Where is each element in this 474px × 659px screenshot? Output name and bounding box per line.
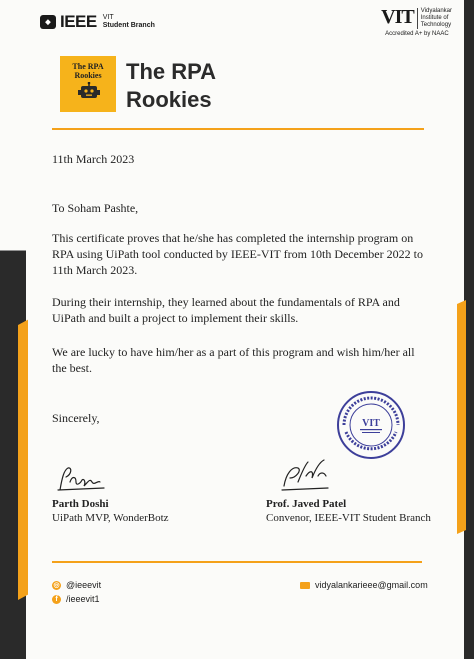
footer-email: vidyalankarieee@gmail.com bbox=[300, 580, 428, 590]
vit-institute-name: Vidyalankar Institute of Technology bbox=[417, 8, 452, 29]
ieee-diamond-icon: ◆ bbox=[40, 15, 56, 29]
recipient-salutation: To Soham Pashte, bbox=[52, 201, 139, 215]
certificate-paragraph-3: We are lucky to have him/her as a part of this program and wish him/her all the best. bbox=[52, 345, 415, 375]
footer-divider bbox=[52, 561, 422, 563]
right-orange-stripe bbox=[457, 300, 466, 534]
svg-text:VIT: VIT bbox=[362, 418, 380, 429]
letter-closing: Sincerely, bbox=[52, 411, 100, 425]
left-orange-stripe bbox=[18, 320, 28, 600]
rpa-rookies-logo-box bbox=[60, 56, 116, 112]
rpa-logo-text: The RPA Rookies bbox=[72, 62, 104, 80]
signatory-2-role: Convenor, IEEE-VIT Student Branch bbox=[266, 512, 431, 524]
signatory-2-name: Prof. Javed Patel bbox=[266, 498, 347, 510]
ieee-logo bbox=[40, 12, 155, 32]
certificate-paragraph-1: This certificate proves that he/she has completed the internship program on RPA using UiPath tool conducted by IEEE-VIT from 10th December 2022 to 11th March 2023. bbox=[52, 231, 423, 277]
footer-instagram: ◎ @ieeevit bbox=[53, 580, 102, 590]
vit-accreditation: Accredited A+ by NAAC bbox=[385, 31, 449, 37]
signatory-1-role: UiPath MVP, WonderBotz bbox=[52, 512, 169, 524]
program-title: The RPA Rookies bbox=[126, 59, 217, 112]
ieee-wordmark: IEEE bbox=[60, 12, 97, 31]
signature-parth-doshi bbox=[54, 464, 108, 494]
header-divider bbox=[52, 128, 424, 130]
robot-icon bbox=[78, 82, 100, 100]
vit-logo bbox=[381, 6, 452, 37]
instagram-icon: ◎ bbox=[53, 582, 60, 589]
footer-facebook: f /ieeevit1 bbox=[52, 594, 100, 604]
certificate-paragraph-2: During their internship, they learned about the fundamentals of RPA and UiPath and built a project to implement their skills. bbox=[52, 295, 400, 325]
vit-wordmark: VIT bbox=[381, 6, 414, 28]
email-icon bbox=[300, 582, 310, 589]
institute-seal-stamp bbox=[336, 390, 406, 460]
letter-date: 11th March 2023 bbox=[52, 152, 135, 166]
signatory-1-name: Parth Doshi bbox=[52, 498, 109, 510]
facebook-icon: f bbox=[52, 595, 61, 604]
signature-javed-patel bbox=[280, 456, 330, 496]
ieee-branch-label: VIT Student Branch bbox=[102, 14, 155, 29]
